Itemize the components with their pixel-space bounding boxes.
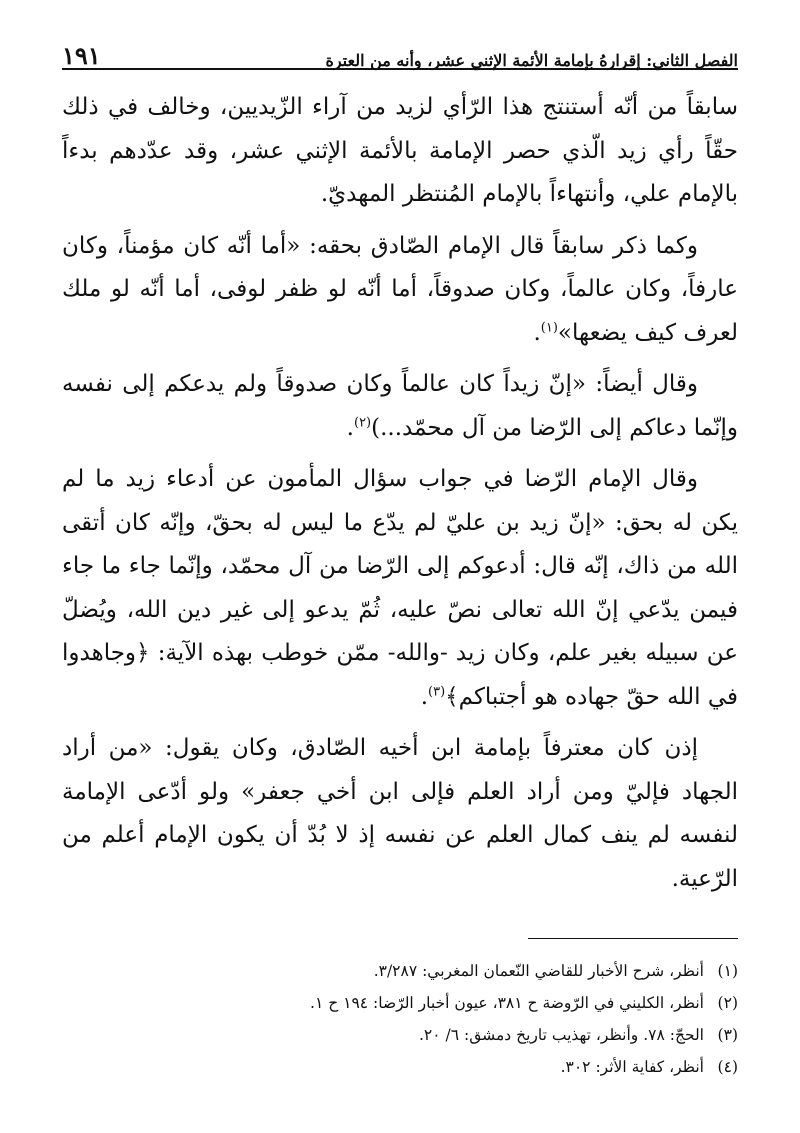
paragraph-2: وكما ذكر سابقاً قال الإمام الصّادق بحقه: «أما أنّه كان مؤمناً، وكان عارفاً، وكان عالماً، وكان صدوقاً، أما أنّه لو ظفر لوفى، أما أنّه لو ملك لعرف كيف يضعها»$^{(١)}$.: [62, 232, 738, 346]
paragraph-text: وقال الإمام الرّضا في جواب سؤال المأمون عن أدعاء زيد ما لم يكن له بحق: «إنّ زيد بن عليّ لم يدّع ما ليس له بحقّ، وإنّه كان أتقى الله من ذاك، إنّه قال: أدعوكم إلى الرّضا من آل محمّد، وإنّما جاء ما جاء فيمن يدّعي إنّ الله تعالى نصّ عليه، ثُمّ يدعو إلى غير دين الله، ويُضلّ عن سبيله بغير علم، وكان زيد -والله- ممّن خوطب بهذه الآية: ﴿وجاهدوا في الله حقّ جهاده هو أجتباكم﴾: [62, 466, 738, 710]
footnote-ref: (١): [540, 319, 558, 335]
footnote-text: أنظر، شرح الأخبار للقاضي النّعمان المغربي: ٣/٢٨٧.: [373, 962, 704, 980]
footnote-ref: (٣): [428, 683, 446, 699]
paragraph-text: وقال أيضاً: «إنّ زيداً كان عالماً وكان صدوقاً ولم يدعكم إلى نفسه وإنّما دعاكم إلى الرّضا من آل محمّد...): [62, 371, 738, 441]
footnotes: [62, 955, 738, 1083]
paragraph-text: سابقاً من أنّه أستنتج هذا الرّأي لزيد من آراء الزّيديين، وخالف في ذلك حقّاً رأي زيد الّذي حصر الإمامة بالأئمة الإثني عشر، وقد عدّدهم بدءاً بالإمام علي، وأنتهاءاً بالإمام المُنتظر المهديّ.: [62, 94, 738, 207]
header-divider: [62, 68, 738, 70]
main-text: [62, 86, 738, 909]
footnote-text: أنظر، كفاية الأثر: ٣٠٢.: [560, 1058, 704, 1076]
footnote-text: أنظر، الكليني في الرّوضة ح ٣٨١، عيون أخبار الرّضا: ١٩٤ ح ١.: [310, 994, 704, 1012]
paragraph-5: [62, 727, 738, 901]
footnote-ref: (٢): [353, 414, 372, 430]
footnote-text: الحجّ: ٧٨. وأنظر، تهذيب تاريخ دمشق: ٦/ ٢٠.: [418, 1026, 704, 1044]
footnote-number: (٢): [717, 994, 738, 1012]
paragraph-text: إذن كان معترفاً بإمامة ابن أخيه الصّادق، وكان يقول: «من أراد الجهاد فإليّ ومن أراد العلم فإلى ابن أخي جعفر» ولو أدّعى الإمامة لنفسه لم ينف كمال العلم عن نفسه إذ لا بُدّ أن يكون الإمام أعلم من الرّعية.: [62, 735, 738, 892]
footnote-number: (٣): [717, 1026, 738, 1044]
footnote-number: (١): [717, 962, 738, 980]
chapter-title: الفصل الثاني: إقرارهُ بإمامة الأئمة الإثني عشر، وأنه من العترة: [325, 51, 738, 70]
footnote-item: [62, 987, 738, 1019]
footnote-item: [62, 1051, 738, 1083]
running-head: [62, 30, 738, 70]
paragraph-3: وقال أيضاً: «إنّ زيداً كان عالماً وكان صدوقاً ولم يدعكم إلى نفسه وإنّما دعاكم إلى الرّضا من آل محمّد...)$^{(٢)}$.: [62, 371, 738, 441]
footnote-item: [62, 955, 738, 987]
footnote-number: (٤): [717, 1058, 738, 1076]
page-number: ١٩١: [62, 41, 101, 70]
paragraph-text: وكما ذكر سابقاً قال الإمام الصّادق بحقه: «أما أنّه كان مؤمناً، وكان عارفاً، وكان عالماً، وكان صدوقاً، أما أنّه لو ظفر لوفى، أما أنّه لو ملك لعرف كيف يضعها»: [62, 232, 738, 346]
paragraph-1: [62, 86, 738, 217]
footnote-divider: [528, 938, 738, 939]
paragraph-4: وقال الإمام الرّضا في جواب سؤال المأمون عن أدعاء زيد ما لم يكن له بحق: «إنّ زيد بن عليّ لم يدّع ما ليس له بحقّ، وإنّه كان أتقى الله من ذاك، إنّه قال: أدعوكم إلى الرّضا من آل محمّد، وإنّما جاء ما جاء فيمن يدّعي إنّ الله تعالى نصّ عليه، ثُمّ يدعو إلى غير دين الله، ويُضلّ عن سبيله بغير علم، وكان زيد -والله- ممّن خوطب بهذه الآية: ﴿وجاهدوا في الله حقّ جهاده هو أجتباكم﴾$^{(٣)}$.: [62, 466, 738, 710]
footnote-item: [62, 1019, 738, 1051]
